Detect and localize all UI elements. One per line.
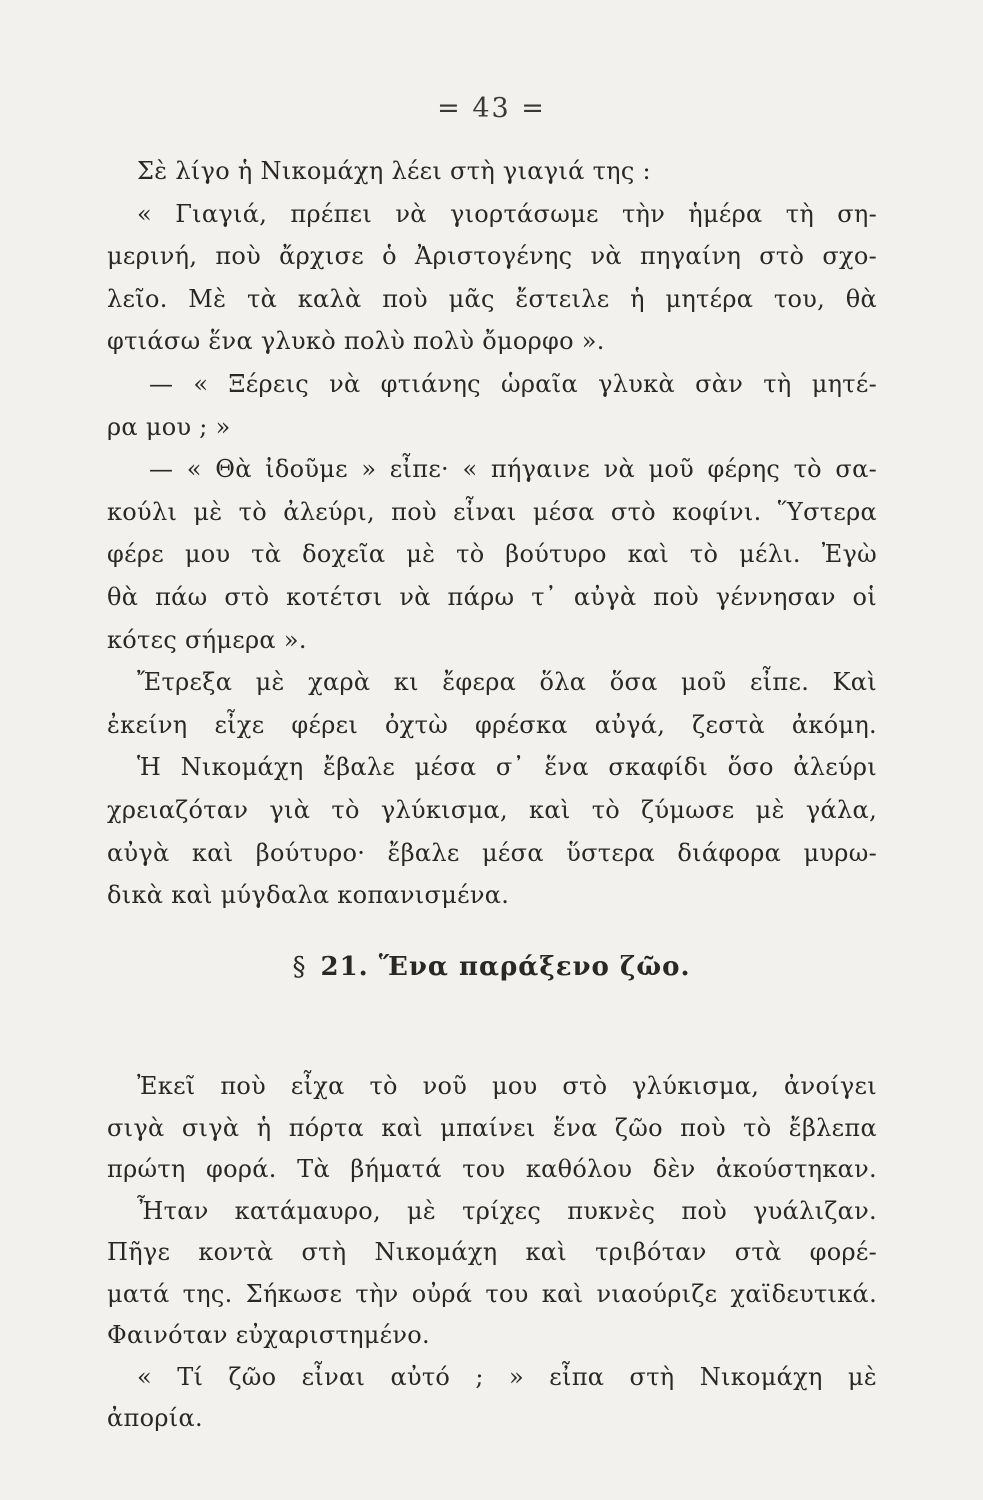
text-block-bottom <box>107 1066 877 1440</box>
text-line: λεῖο. Μὲ τὰ καλὰ ποὺ μᾶς ἔστειλε ἡ μητέρα του, θὰ <box>107 284 877 313</box>
section-symbol: § <box>292 952 307 982</box>
text-line: Σὲ λίγο ἡ Νικομάχη λέει στὴ γιαγιά της : <box>137 157 651 185</box>
text-block-top <box>107 150 877 917</box>
page-number: = 43 = <box>437 93 546 124</box>
text-line: ματά της. Σήκωσε τὴν οὐρά του καὶ νιαούριζε χαϊδευτικά. <box>107 1279 877 1308</box>
section-heading <box>0 952 983 982</box>
text-line: ἐκείνη εἶχε φέρει ὀχτὼ φρέσκα αὐγά, ζεστὰ ἀκόμη. <box>107 710 877 739</box>
text-line: δικὰ καὶ μύγδαλα κοπανισμένα. <box>107 881 510 910</box>
text-line: Ἦταν κατάμαυρο, μὲ τρίχες πυκνὲς ποὺ γυάλιζαν. <box>137 1196 877 1225</box>
text-line: — « Ξέρεις νὰ φτιάνης ὡραῖα γλυκὰ σὰν τὴ μητέ- <box>149 369 877 398</box>
text-line: « Γιαγιά, πρέπει νὰ γιορτάσωμε τὴν ἡμέρα τὴ ση- <box>137 199 877 228</box>
text-line: Ἐκεῖ ποὺ εἶχα τὸ νοῦ μου στὸ γλύκισμα, ἀνοίγει <box>137 1072 877 1100</box>
text-line: αὐγὰ καὶ βούτυρο· ἔβαλε μέσα ὕστερα διάφορα μυρω- <box>107 838 877 867</box>
text-line: — « Θὰ ἰδοῦμε » εἶπε· « πήγαινε νὰ μοῦ φέρης τὸ σα- <box>149 455 877 484</box>
text-line: πρώτη φορά. Τὰ βήματά του καθόλου δὲν ἀκούστηκαν. <box>107 1155 877 1183</box>
text-line: Πῆγε κοντὰ στὴ Νικομάχη καὶ τριβόταν στὰ φορέ- <box>107 1238 877 1266</box>
text-line: Ἡ Νικομάχη ἔβαλε μέσα σ᾽ ἕνα σκαφίδι ὅσο ἀλεύρι <box>137 753 877 782</box>
text-line: σιγὰ σιγὰ ἡ πόρτα καὶ μπαίνει ἕνα ζῶο ποὺ τὸ ἔβλεπα <box>107 1113 877 1142</box>
text-line: φέρε μου τὰ δοχεῖα μὲ τὸ βούτυρο καὶ τὸ μέλι. Ἐγὼ <box>107 540 877 569</box>
text-line: φτιάσω ἕνα γλυκὸ πολὺ πολὺ ὄμορφο ». <box>107 327 605 356</box>
text-line: κούλι μὲ τὸ ἀλεύρι, ποὺ εἶναι μέσα στὸ κοφίνι. Ὕστερα <box>107 497 877 526</box>
section-title: 21. Ἕνα παράξενο ζῶο. <box>320 952 691 982</box>
text-line: « Τί ζῶο εἶναι αὐτό ; » εἶπα στὴ Νικομάχη μὲ <box>137 1362 877 1391</box>
text-line: Φαινόταν εὐχαριστημένο. <box>107 1321 430 1349</box>
text-line: μερινή, ποὺ ἄρχισε ὁ Ἀριστογένης νὰ πηγαίνη στὸ σχο- <box>107 242 877 271</box>
text-line: κότες σήμερα ». <box>107 625 307 654</box>
text-line: Ἔτρεξα μὲ χαρὰ κι ἔφερα ὅλα ὅσα μοῦ εἶπε. Καὶ <box>137 668 877 697</box>
text-line: χρειαζόταν γιὰ τὸ γλύκισμα, καὶ τὸ ζύμωσε μὲ γάλα, <box>107 795 877 824</box>
text-line: ἀπορία. <box>107 1404 203 1432</box>
text-line: θὰ πάω στὸ κοτέτσι νὰ πάρω τ᾽ αὐγὰ ποὺ γέννησαν οἱ <box>107 582 877 611</box>
text-line: ρα μου ; » <box>107 412 231 441</box>
